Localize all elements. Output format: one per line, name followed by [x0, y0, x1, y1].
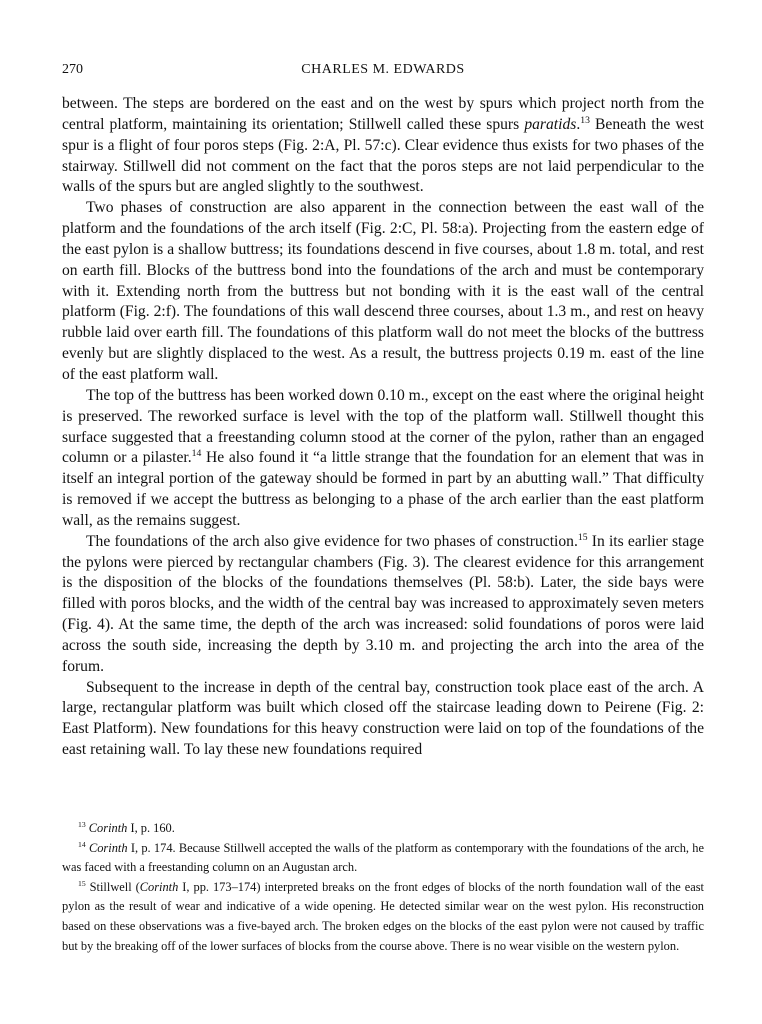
footnote-number: 15: [78, 878, 86, 888]
running-head: CHARLES M. EDWARDS: [301, 62, 465, 77]
footnote-number: 14: [78, 839, 86, 849]
page-number: 270: [62, 62, 83, 77]
page: [62, 0, 704, 1024]
footnote-13: $^{13}$ Corinth I, p. 160.: [78, 819, 175, 835]
footnote-15: $^{15}$ Stillwell (Corinth I, pp. 173–174) interpreted breaks on the front edges of blocks of the north foundation wall of the east pylon as the result of wear and indicative of a wide opening. He detected similar wear on the west pylon. His reconstruction based on these observations was a five-bayed arch. The broken edges on the blocks of the east pylon were not caused by traffic but by the breaking off of the lower surfaces of blocks from the course above. There is no wear visible on the western pylon.: [62, 878, 704, 953]
paragraph-4: The foundations of the arch also give evidence for two phases of construction.$^{15}$ In its earlier stage the pylons were pierced by rectangular chambers (Fig. 3). The clearest evidence for this arrangement is the disposition of the blocks of the foundations themselves (Pl. 58:b). Later, the side bays were filled with poros blocks, and the width of the central bay was increased to approximately seven meters (Fig. 4). At the same time, the depth of the arch was increased: solid foundations of poros were laid across the south side, increasing the depth by 3.10 m. and projecting the arch into the area of the forum.: [62, 531, 705, 675]
book-title: Corinth: [139, 879, 179, 894]
page-header: [62, 62, 704, 82]
paragraph-1: between. The steps are bordered on the east and on the west by spurs which project north from the central platform, maintaining its orientation; Stillwell called these spurs paratids.$^{13}$ Beneath the west spur is a flight of four poros steps (Fig. 2:A, Pl. 57:c). Clear evidence thus exists for two phases of the stairway. Stillwell did not comment on the fact that the poros steps are not laid perpendicular to the walls of the spurs but are angled slightly to the southwest.: [62, 95, 705, 196]
footnote-ref-13[interactable]: 13: [580, 114, 590, 126]
footnote-number: 13: [78, 819, 86, 829]
footnote-ref-15[interactable]: 15: [577, 531, 588, 543]
book-title: Corinth: [88, 821, 128, 835]
body-text: [62, 94, 704, 761]
paragraph-5: Subsequent to the increase in depth of the central bay, construction took place east of the arch. A large, rectangular platform was built which closed off the staircase leading down to Peirene (Fig. 2: East Platform). New foundations for this heavy construction were laid on top of the foundations of the east retaining wall. To lay these new foundations required: [62, 678, 704, 759]
paragraph-2: Two phases of construction are also apparent in the connection between the east wall of the platform and the foundations of the arch itself (Fig. 2:C, Pl. 58:a). Projecting from the eastern edge of the east pylon is a shallow buttress; its foundations descend in five courses, about 1.8 m. total, and rest on earth fill. Blocks of the buttress bond into the foundations of the arch and must be contemporary with it. Extending north from the buttress but not bonding with it is the east wall of the central platform (Fig. 2:f). The foundations of this wall descend three courses, about 1.3 m., and rest on heavy rubble laid over earth fill. The foundations of this platform wall do not meet the blocks of the buttress evenly but are slightly displaced to the west. As a result, the buttress projects 0.19 m. east of the line of the east platform wall.: [62, 199, 704, 383]
term-paratids: paratids: [524, 115, 577, 133]
footnote-14: $^{14}$ Corinth I, p. 174. Because Stillwell accepted the walls of the platform as contemporary with the foundations of the arch, he was faced with a freestanding column on an Augustan arch.: [62, 839, 704, 875]
book-title: Corinth: [88, 840, 128, 855]
paragraph-3: The top of the buttress has been worked down 0.10 m., except on the east where the original height is preserved. The reworked surface is level with the top of the platform wall. Stillwell thought this surface suggested that a freestanding column stood at the corner of the pylon, rather than an engaged column or a pilaster.$^{14}$ He also found it “a little strange that the foundation for an element that was in itself an integral portion of the gateway should be formed in part by an abutting wall.” That difficulty is removed if we accept the buttress as belonging to a phase of the arch earlier than the east platform wall, as the remains suggest.: [62, 386, 704, 529]
footnotes: [62, 819, 704, 956]
footnote-ref-14[interactable]: 14: [191, 448, 202, 460]
